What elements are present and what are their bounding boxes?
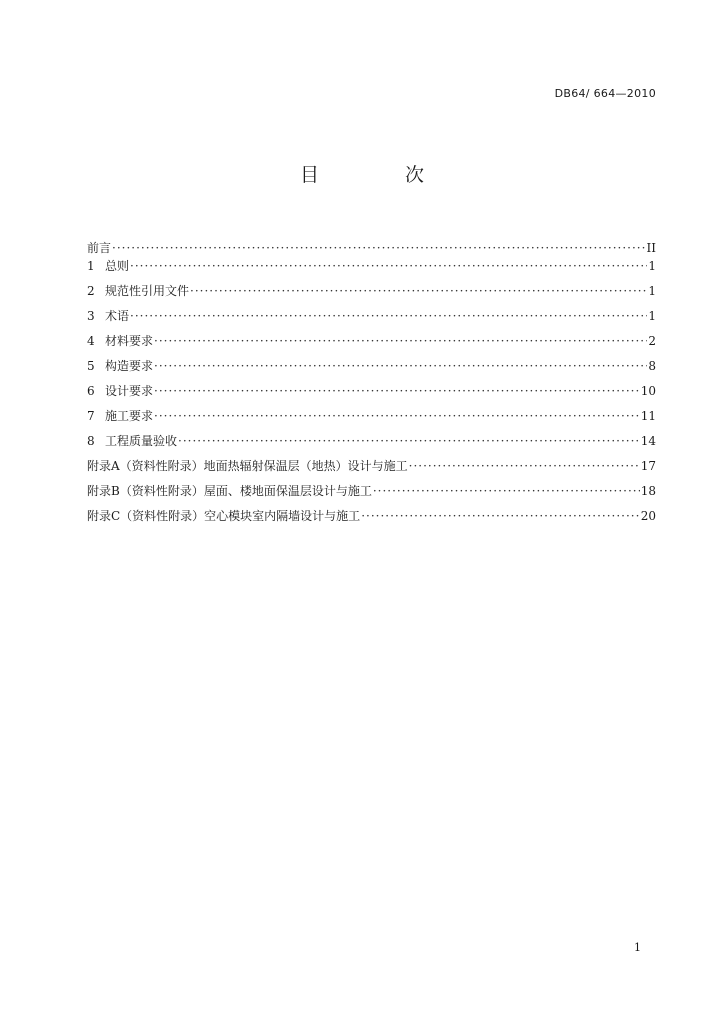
toc-entry-number: 5 xyxy=(87,359,95,373)
toc-entry[interactable] xyxy=(87,359,656,373)
toc-entry-page: 17 xyxy=(640,459,656,473)
toc-entry-number: 7 xyxy=(87,409,95,423)
toc-leader-dots xyxy=(409,459,640,473)
toc-leader-dots xyxy=(154,409,640,423)
toc-entry-page: 10 xyxy=(640,384,656,398)
toc-entry-page: 2 xyxy=(648,334,656,348)
standard-code: DB64/ 664—2010 xyxy=(554,87,656,100)
table-of-contents xyxy=(87,241,656,523)
toc-entry-label: 构造要求 xyxy=(105,359,154,373)
toc-entry[interactable] xyxy=(87,241,656,255)
toc-entry-number: 1 xyxy=(87,259,95,273)
toc-entry[interactable] xyxy=(87,384,656,398)
toc-entry-page: 8 xyxy=(648,359,656,373)
toc-entry-label: 施工要求 xyxy=(105,409,154,423)
toc-entry-number: 3 xyxy=(87,309,95,323)
page-title: 目 次 xyxy=(299,164,465,186)
toc-entry-label: 附录C（资料性附录）空心模块室内隔墙设计与施工 xyxy=(87,509,361,523)
toc-entry-page: II xyxy=(646,241,656,255)
toc-entry-label: 前言 xyxy=(87,241,112,255)
toc-entry-page: 1 xyxy=(648,259,656,273)
toc-entry-number: 6 xyxy=(87,384,95,398)
toc-entry-number: 2 xyxy=(87,284,95,298)
toc-leader-dots xyxy=(190,284,647,298)
toc-entry-page: 11 xyxy=(640,409,656,423)
toc-entry-number: 8 xyxy=(87,434,95,448)
toc-leader-dots xyxy=(130,309,647,323)
toc-entry[interactable] xyxy=(87,434,656,448)
toc-entry[interactable] xyxy=(87,284,656,298)
toc-leader-dots xyxy=(154,334,647,348)
toc-entry-label: 规范性引用文件 xyxy=(105,284,190,298)
toc-entry-label: 附录A（资料性附录）地面热辐射保温层（地热）设计与施工 xyxy=(87,459,408,473)
toc-entry[interactable] xyxy=(87,334,656,348)
toc-leader-dots xyxy=(154,359,647,373)
toc-entry-label: 术语 xyxy=(105,309,130,323)
toc-entry-page: 1 xyxy=(648,284,656,298)
toc-entry[interactable] xyxy=(87,484,656,498)
toc-leader-dots xyxy=(130,259,647,273)
toc-entry-page: 1 xyxy=(648,309,656,323)
toc-entry-label: 工程质量验收 xyxy=(105,434,178,448)
toc-entry-label: 设计要求 xyxy=(105,384,154,398)
toc-entry[interactable] xyxy=(87,509,656,523)
toc-leader-dots xyxy=(361,509,640,523)
toc-entry[interactable] xyxy=(87,259,656,273)
toc-leader-dots xyxy=(112,241,646,255)
toc-entry-label: 附录B（资料性附录）屋面、楼地面保温层设计与施工 xyxy=(87,484,372,498)
toc-leader-dots xyxy=(178,434,640,448)
toc-entry-label: 总则 xyxy=(105,259,130,273)
toc-entry-number: 4 xyxy=(87,334,95,348)
toc-entry-page: 18 xyxy=(640,484,656,498)
toc-entry[interactable] xyxy=(87,409,656,423)
toc-leader-dots xyxy=(373,484,640,498)
toc-entry-page: 14 xyxy=(640,434,656,448)
page-number: 1 xyxy=(634,941,641,954)
toc-entry-label: 材料要求 xyxy=(105,334,154,348)
toc-entry[interactable] xyxy=(87,309,656,323)
toc-entry[interactable] xyxy=(87,459,656,473)
toc-entry-page: 20 xyxy=(640,509,656,523)
toc-leader-dots xyxy=(154,384,640,398)
